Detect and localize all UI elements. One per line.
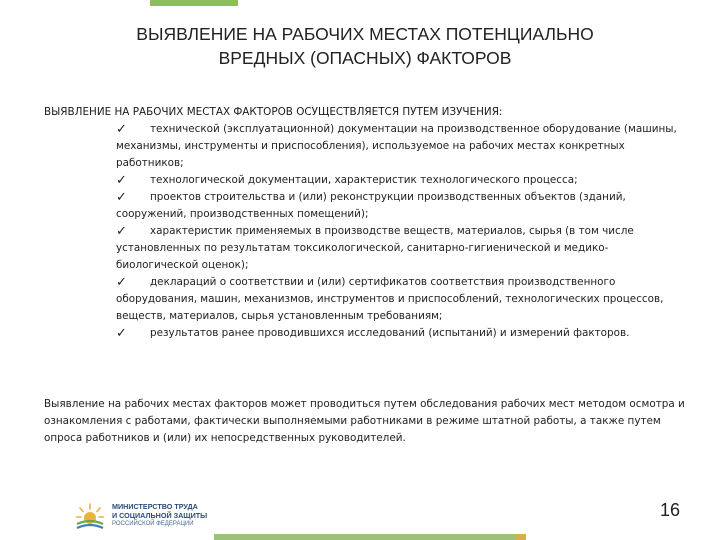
list-item: [116, 274, 688, 325]
checkmark-icon: ✓: [116, 190, 127, 205]
intro-heading: ВЫЯВЛЕНИЕ НА РАБОЧИХ МЕСТАХ ФАКТОРОВ ОСУЩЕСТВЛЯЕТСЯ ПУТЕМ ИЗУЧЕНИЯ:: [44, 106, 503, 118]
checkmark-icon: ✓: [116, 275, 127, 290]
list-item: [116, 325, 688, 342]
top-accent-bar: [150, 0, 238, 6]
ministry-line-2: И СОЦИАЛЬНОЙ ЗАЩИТЫ: [112, 511, 208, 520]
footer-gold-rule: [516, 534, 526, 540]
list-item-text: результатов ранее проводившихся исследований (испытаний) и измерений факторов.: [150, 327, 630, 339]
slide-title-line-1: ВЫЯВЛЕНИЕ НА РАБОЧИХ МЕСТАХ ПОТЕНЦИАЛЬНО: [136, 24, 594, 44]
list-item-text: технологической документации, характеристик технологического процесса;: [150, 174, 578, 186]
checkmark-icon: ✓: [116, 326, 127, 341]
slide-title-line-2: ВРЕДНЫХ (ОПАСНЫХ) ФАКТОРОВ: [218, 48, 512, 68]
list-item-text: характеристик применяемых в производстве веществ, материалов, сырья (в том числе установленных по результатам токсикологической, санитарно-гигиенической и медико-биологической оценок);: [116, 225, 634, 271]
ministry-sun-logo-icon: [74, 500, 106, 532]
list-item: [116, 189, 688, 223]
list-item: [116, 172, 688, 189]
checkmark-icon: ✓: [116, 173, 127, 188]
list-item-text: деклараций о соответствии и (или) сертификатов соответствия производственного оборудования, машин, механизмов, инструментов и приспособлений, технологических процессов, веществ, материалов, сырья установленным требованиям;: [116, 276, 664, 322]
page-number: 16: [659, 500, 680, 520]
list-item: [116, 121, 688, 172]
ministry-country: РОССИЙСКОЙ ФЕДЕРАЦИИ: [112, 521, 194, 527]
list-item-text: технической (эксплуатационной) документации на производственное оборудование (машины, механизмы, инструменты и приспособления), используемое на рабочих местах конкретных работников;: [116, 123, 677, 169]
study-list: [116, 121, 688, 342]
checkmark-icon: ✓: [116, 122, 127, 137]
body-paragraph: Выявление на рабочих местах факторов может проводиться путем обследования рабочих мест методом осмотра и ознакомления с работами, фактически выполняемыми работниками в режиме штатной работы, а также путем опроса работников и (или) их непосредственных руководителей.: [44, 398, 685, 444]
checkmark-icon: ✓: [116, 224, 127, 239]
ministry-line-1: МИНИСТЕРСТВО ТРУДА: [112, 502, 198, 511]
slide-title: [40, 22, 690, 70]
ministry-name: [112, 502, 207, 529]
list-item-text: проектов строительства и (или) реконструкции производственных объектов (зданий, сооружений, производственных помещений);: [116, 191, 626, 220]
list-item: [116, 223, 688, 274]
footer-green-rule: [214, 534, 516, 540]
